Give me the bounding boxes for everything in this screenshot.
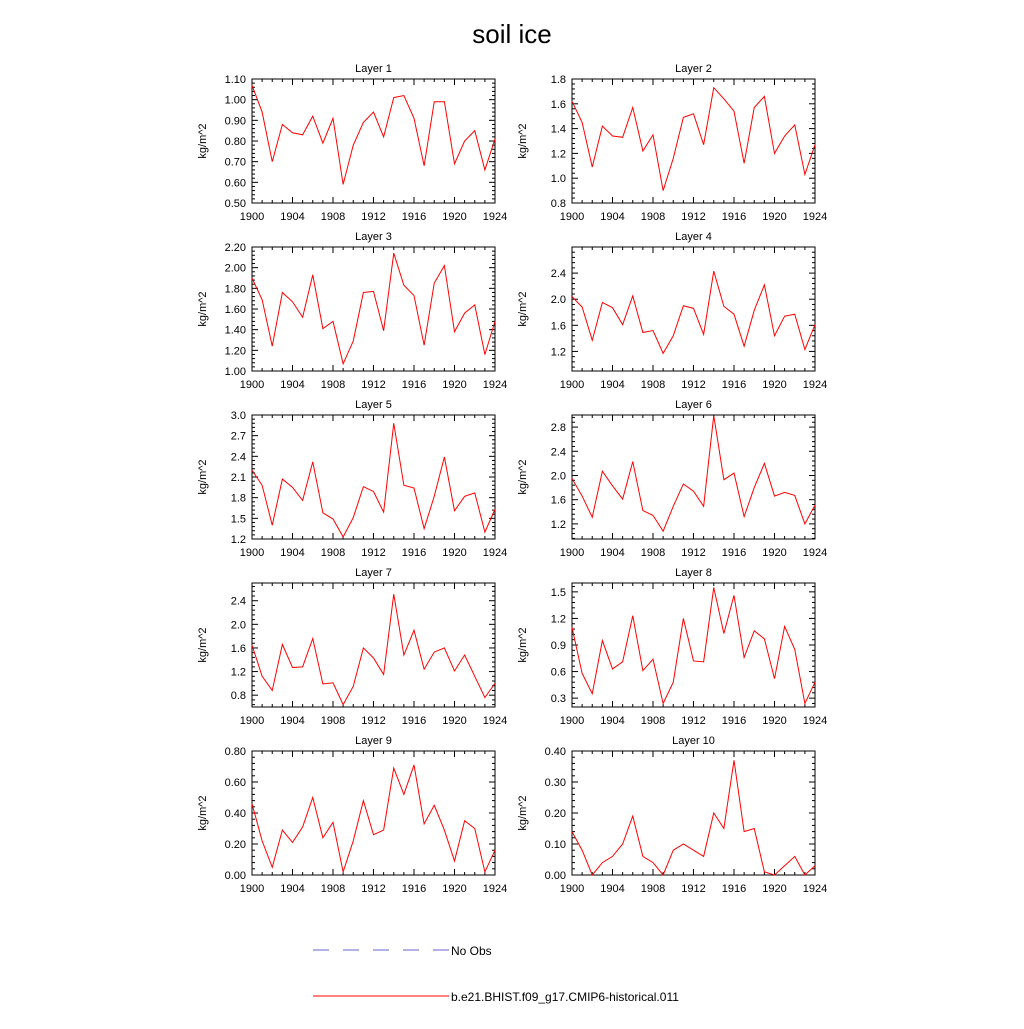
y-tick-label: 2.8 [550,422,566,435]
plot-frame [572,583,815,707]
y-tick-label: 0.8 [230,690,246,703]
x-tick-label: 1908 [320,715,346,727]
y-tick-label: 1.80 [224,283,246,296]
y-tick-label: 2.00 [224,262,246,275]
x-tick-label: 1916 [401,883,427,895]
y-axis-label: kg/m^2 [197,123,209,159]
y-tick-label: 1.6 [550,320,566,333]
x-tick-label: 1916 [721,883,747,895]
y-tick-label: 1.5 [550,586,566,599]
x-tick-label: 1904 [280,211,305,223]
panel-layer-6 [517,399,827,559]
y-axis-label: kg/m^2 [517,123,529,159]
x-tick-label: 1924 [482,379,508,391]
y-tick-label: 1.6 [550,494,566,507]
panel-layer-2 [517,63,827,223]
x-tick-label: 1912 [681,883,706,895]
x-tick-label: 1916 [721,379,747,391]
y-tick-label: 0.10 [544,839,566,851]
y-tick-label: 2.0 [550,294,566,307]
panel-title: Layer 2 [675,63,712,75]
y-tick-label: 2.0 [550,470,566,483]
x-tick-label: 1912 [681,547,706,559]
x-tick-label: 1916 [401,211,427,223]
y-tick-label: 2.7 [230,430,246,443]
x-tick-label: 1900 [239,883,265,895]
x-tick-label: 1916 [401,715,427,727]
y-tick-label: 0.50 [224,198,246,210]
y-tick-label: 0.80 [224,136,246,148]
panel-layer-1 [197,63,507,223]
x-tick-label: 1904 [600,883,625,895]
x-tick-label: 1916 [721,715,747,727]
y-tick-label: 1.00 [224,94,246,107]
x-tick-label: 1912 [361,715,386,727]
x-tick-label: 1908 [320,211,346,223]
x-tick-label: 1912 [361,547,386,559]
y-tick-label: 2.4 [230,451,246,464]
y-axis-label: kg/m^2 [197,459,209,495]
y-axis-label: kg/m^2 [517,459,529,495]
series-line-model [252,423,495,537]
x-tick-label: 1908 [320,547,346,559]
y-tick-label: 0.9 [550,640,566,652]
y-tick-label: 1.00 [224,366,246,378]
series-line-model [572,271,815,353]
x-tick-label: 1900 [559,715,585,727]
plot-frame [572,79,815,203]
x-tick-label: 1908 [640,883,666,895]
y-tick-label: 2.20 [224,242,246,254]
y-tick-label: 0.30 [544,777,566,789]
y-axis-label: kg/m^2 [517,291,529,327]
y-tick-label: 1.4 [550,123,566,136]
y-tick-label: 0.40 [544,746,566,758]
x-tick-label: 1904 [280,715,305,727]
y-tick-label: 2.1 [230,472,246,484]
x-tick-label: 1924 [482,547,508,559]
y-tick-label: 1.10 [224,74,246,86]
y-tick-label: 1.8 [550,74,566,86]
x-tick-label: 1908 [640,715,666,727]
y-tick-label: 0.8 [550,198,566,210]
x-tick-label: 1904 [280,883,305,895]
x-tick-label: 1920 [442,883,467,895]
y-tick-label: 2.0 [230,619,246,632]
x-tick-label: 1920 [762,715,787,727]
x-tick-label: 1900 [239,211,265,223]
x-tick-label: 1920 [762,211,787,223]
panel-layer-10 [517,735,827,895]
y-tick-label: 1.0 [550,173,566,186]
x-tick-label: 1912 [361,883,386,895]
y-tick-label: 1.2 [550,613,566,626]
x-tick-label: 1924 [482,715,508,727]
x-tick-label: 1904 [600,547,625,559]
y-tick-label: 1.2 [230,534,246,546]
x-tick-label: 1920 [762,379,787,391]
x-tick-label: 1912 [681,211,706,223]
legend [313,944,679,1004]
y-tick-label: 0.6 [550,666,566,679]
x-tick-label: 1908 [640,547,666,559]
y-tick-label: 2.4 [550,446,566,459]
panel-title: Layer 5 [355,399,392,411]
panel-title: Layer 3 [355,231,392,243]
panel-layer-9 [197,735,507,895]
plot-frame [252,583,495,707]
panel-title: Layer 8 [675,567,712,579]
panel-title: Layer 6 [675,399,712,411]
y-tick-label: 1.2 [550,518,566,531]
series-line-model [572,416,815,532]
x-tick-label: 1924 [802,379,828,391]
x-tick-label: 1920 [442,379,467,391]
plot-frame [572,415,815,539]
y-tick-label: 1.2 [550,346,566,359]
x-tick-label: 1920 [762,883,787,895]
y-axis-label: kg/m^2 [197,291,209,327]
x-tick-label: 1924 [482,883,508,895]
x-tick-label: 1924 [802,547,828,559]
panel-layer-4 [517,231,827,391]
x-tick-label: 1900 [239,715,265,727]
x-tick-label: 1908 [640,379,666,391]
y-tick-label: 0.20 [224,839,246,851]
y-tick-label: 2.4 [550,268,566,281]
y-tick-label: 0.20 [544,808,566,820]
x-tick-label: 1924 [802,715,828,727]
x-tick-label: 1912 [681,715,706,727]
x-tick-label: 1904 [280,379,305,391]
series-line-model [572,88,815,191]
series-line-model [252,594,495,704]
x-tick-label: 1916 [401,547,427,559]
y-tick-label: 1.8 [230,492,246,505]
x-tick-label: 1900 [559,547,585,559]
x-tick-label: 1924 [482,211,508,223]
plot-frame [252,79,495,203]
plot-frame [252,415,495,539]
panels [197,63,827,895]
x-tick-label: 1920 [442,715,467,727]
y-tick-label: 0.70 [224,156,246,169]
x-tick-label: 1912 [681,379,706,391]
panel-title: Layer 4 [675,231,712,243]
y-tick-label: 1.6 [230,642,246,655]
x-tick-label: 1900 [559,883,585,895]
panel-title: Layer 9 [355,735,392,747]
y-tick-label: 0.90 [224,115,246,128]
y-tick-label: 0.80 [224,746,246,758]
x-tick-label: 1904 [600,379,625,391]
x-tick-label: 1920 [442,547,467,559]
y-tick-label: 0.00 [224,870,246,882]
y-tick-label: 1.20 [224,345,246,358]
y-tick-label: 1.2 [230,666,246,679]
y-axis-label: kg/m^2 [197,627,209,663]
x-tick-label: 1900 [239,379,265,391]
x-tick-label: 1908 [320,379,346,391]
x-tick-label: 1920 [442,211,467,223]
x-tick-label: 1920 [762,547,787,559]
y-tick-label: 0.00 [544,870,566,882]
series-line-model [572,760,815,875]
x-tick-label: 1912 [361,211,386,223]
x-tick-label: 1904 [280,547,305,559]
x-tick-label: 1904 [600,211,625,223]
y-tick-label: 0.60 [224,177,246,190]
series-line-model [252,85,495,184]
y-tick-label: 1.2 [550,148,566,161]
y-tick-label: 3.0 [230,410,246,422]
panel-layer-5 [197,399,507,559]
x-tick-label: 1908 [320,883,346,895]
y-tick-label: 2.4 [230,595,246,608]
x-tick-label: 1916 [401,379,427,391]
panel-layer-8 [517,567,827,727]
panel-layer-7 [197,567,507,727]
panel-title: Layer 1 [355,63,392,75]
y-tick-label: 1.40 [224,324,246,337]
x-tick-label: 1900 [559,379,585,391]
x-tick-label: 1900 [239,547,265,559]
plot-frame [572,751,815,875]
x-tick-label: 1904 [600,715,625,727]
y-axis-label: kg/m^2 [517,627,529,663]
x-tick-label: 1908 [640,211,666,223]
plot-frame [252,751,495,875]
y-axis-label: kg/m^2 [517,795,529,831]
y-tick-label: 0.3 [550,693,566,706]
x-tick-label: 1924 [802,883,828,895]
y-tick-label: 0.60 [224,777,246,789]
series-line-model [572,587,815,703]
x-tick-label: 1924 [802,211,828,223]
y-tick-label: 1.5 [230,513,246,526]
x-tick-label: 1916 [721,211,747,223]
y-axis-label: kg/m^2 [197,795,209,831]
series-line-model [252,253,495,364]
y-tick-label: 1.6 [550,98,566,111]
y-tick-label: 0.40 [224,808,246,820]
series-line-model [252,765,495,872]
y-tick-label: 1.60 [224,304,246,316]
panel-title: Layer 10 [672,735,715,747]
plot-frame [252,247,495,371]
figure-title: soil ice [472,19,552,49]
panel-layer-3 [197,231,507,391]
x-tick-label: 1916 [721,547,747,559]
legend-model-label: b.e21.BHIST.f09_g17.CMIP6-historical.011 [451,990,679,1004]
x-tick-label: 1900 [559,211,585,223]
legend-obs-label: No Obs [451,944,492,958]
x-tick-label: 1912 [361,379,386,391]
panel-title: Layer 7 [355,567,392,579]
